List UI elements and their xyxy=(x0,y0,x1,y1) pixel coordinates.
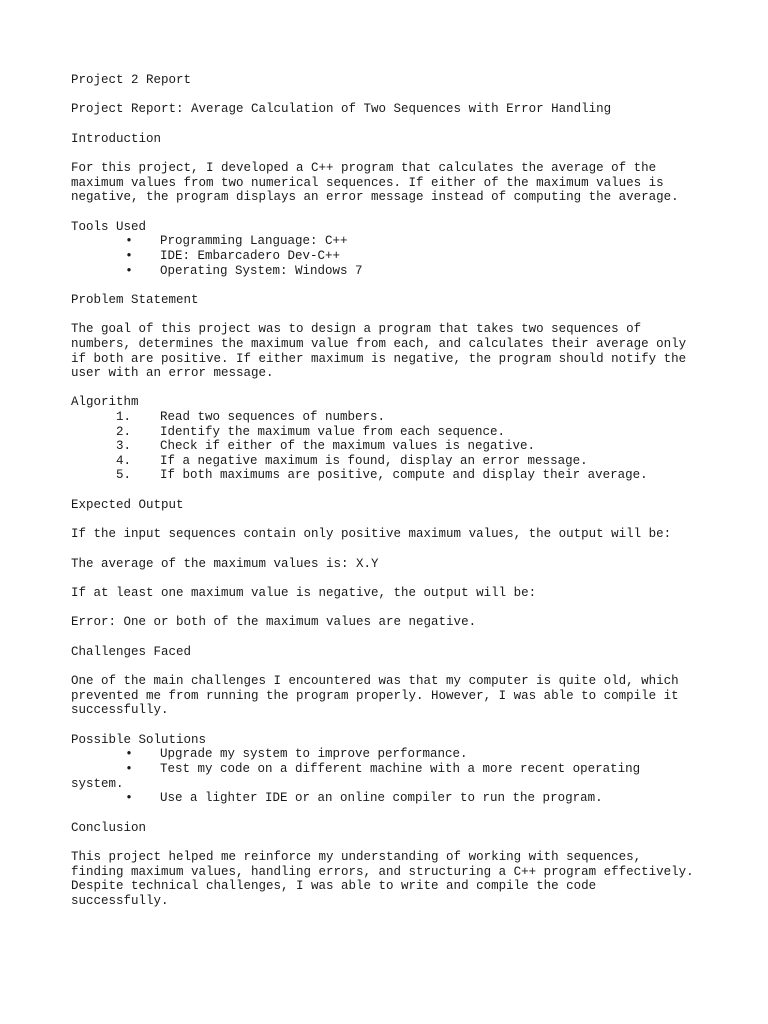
document-title: Project 2 Report xyxy=(71,73,192,87)
list-item: 3. Check if either of the maximum values is negative. xyxy=(115,439,536,454)
list-item: • Operating System: Windows 7 xyxy=(71,264,711,279)
intro-heading: Introduction xyxy=(71,131,162,146)
list-item-continuation: system. xyxy=(71,776,124,791)
bullet-marker: • xyxy=(125,263,133,278)
list-item: • IDE: Embarcadero Dev-C++ xyxy=(71,249,711,264)
expected-negative-text: If at least one maximum value is negative, the output will be: xyxy=(71,586,537,601)
list-item: 5. If both maximums are positive, compute and display their average. xyxy=(115,468,648,483)
report-subtitle: Project Report: Average Calculation of Two Sequences with Error Handling xyxy=(71,102,612,117)
tools-heading: Tools Used xyxy=(71,219,147,234)
list-item: • Use a lighter IDE or an online compiler to run the program. xyxy=(125,791,603,806)
bullet-marker: • xyxy=(125,248,133,263)
list-item: 2. Identify the maximum value from each sequence. xyxy=(115,424,506,439)
algorithm-heading: Algorithm xyxy=(71,395,139,410)
expected-negative-output: Error: One or both of the maximum values are negative. xyxy=(71,615,477,630)
challenges-heading: Challenges Faced xyxy=(71,644,192,659)
tools-list xyxy=(71,234,768,278)
problem-paragraph: The goal of this project was to design a program that takes two sequences of numbers, determines the maximum value from each, and calculates their average only if both are positive. If either maximum is negative, the program should notify the user with an error message. xyxy=(71,322,687,381)
problem-heading: Problem Statement xyxy=(71,292,199,307)
expected-positive-text: If the input sequences contain only positive maximum values, the output will be: xyxy=(71,527,672,542)
list-item: 1. Read two sequences of numbers. xyxy=(115,410,386,425)
conclusion-heading: Conclusion xyxy=(71,820,147,835)
intro-paragraph: For this project, I developed a C++ program that calculates the average of the maximum values from two numerical sequences. If either of the maximum values is negative, the program displays an error message instead of computing the average. xyxy=(71,161,679,205)
list-item: • Programming Language: C++ xyxy=(71,234,711,249)
list-item: 4. If a negative maximum is found, display an error message. xyxy=(115,453,588,468)
bullet-marker: • xyxy=(125,234,133,249)
expected-positive-output: The average of the maximum values is: X.Y xyxy=(71,556,379,571)
algorithm-list xyxy=(71,410,768,483)
list-item: • Test my code on a different machine with a more recent operating xyxy=(125,761,641,776)
solutions-list xyxy=(71,747,768,805)
conclusion-paragraph: This project helped me reinforce my understanding of working with sequences, finding maximum values, handling errors, and structuring a C++ program effectively. Despite technical challenges, I was able to write and compile the code successfully. xyxy=(71,849,694,908)
challenges-paragraph: One of the main challenges I encountered was that my computer is quite old, which prevented me from running the program properly. However, I was able to compile it successfully. xyxy=(71,674,679,718)
expected-output-heading: Expected Output xyxy=(71,497,184,512)
solutions-heading: Possible Solutions xyxy=(71,732,207,747)
list-item: • Upgrade my system to improve performance. xyxy=(125,747,468,762)
